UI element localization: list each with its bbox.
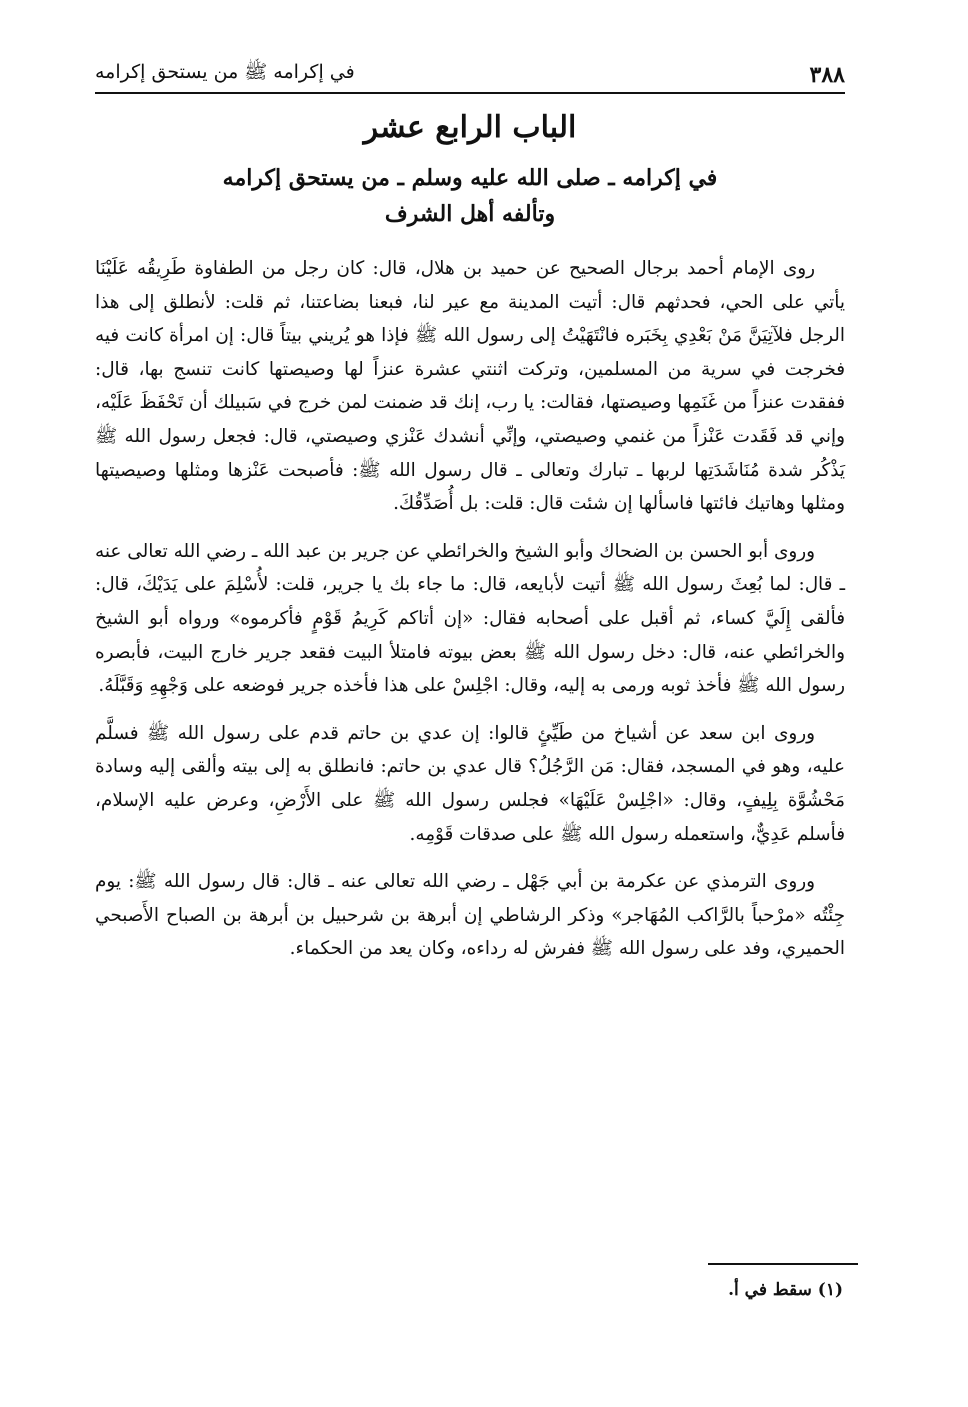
paragraph-1: روى الإمام أحمد برجال الصحيح عن حميد بن هلال، قال: كان رجل من الطفاوة طَرِيقُه عَلَيْنَا يأتي على الحي، فحدثهم قال: أتيت المدينة مع عير لنا، فبعنا بضاعتنا، ثم قلت: لأنطلق إلى هذا الرجل فلآتِيَنَّ مَنْ بَعْدِي بِخَبَره فانْتَهَيْتُ إلى رسول الله ﷺ فإذا هو يُريني بيتاً قال: إن امرأة كانت فيه فخرجت في سرية من المسلمين، وتركت اثنتي عشرة عنزاً لها وصيصتها كانت تنسج بها، قال: ففقدت عنزاً من غَنَمِها وصيصتها، فقالت: يا رب، إنك قد ضمنت لمن خرج في سَبيلك أن تَحْفَظَ عَلَيْه، وإني قد فَقَدت عَنْزاً من غنمي وصيصتي، وإنِّي أنشدك عَنْزي وصيصتي، قال: فجعل رسول الله ﷺ يَذْكُر شدة مُنَاشَدَتِها لربها ـ تبارك وتعالى ـ قال رسول الله ﷺ: فأصبحت عَنْزها ومثلها وصيصيتها ومثلها وهاتيك فائتها فاسألها إن شئت قال: قلت: بل أُصَدِّقُكَ. [95, 258, 845, 515]
running-title: في إكرامه ﷺ من يستحق إكرامه [95, 61, 355, 83]
chapter-subtitle-line-2: وتألفه أهل الشرف [384, 201, 556, 227]
chapter-title: الباب الرابع عشر [363, 110, 577, 145]
paragraph-4: وروى الترمذي عن عكرمة بن أبي جَهْل ـ رضي الله تعالى عنه ـ قال: قال رسول الله ﷺ: يوم جِئْتُه «مرْحباً بالرَّاكب المُهَاجر» وذكر الرشاطي إن أبرهة بن شرحبيل بن أبرهة بن الصباح الأَصبحي الحميري، وفد على رسول الله ﷺ ففرش له رداءه، وكان يعد من الحكماء. [95, 871, 845, 960]
chapter-subtitle [95, 160, 845, 232]
footnote-divider [708, 1263, 858, 1265]
paragraph-2: وروى أبو الحسن بن الضحاك وأبو الشيخ والخرائطي عن جرير بن عبد الله ـ رضي الله تعالى عنه ـ قال: لما بُعِثَ رسول الله ﷺ أتيت لأبايعه، قال: ما جاء بك يا جرير، قلت: لأُسْلِمَ على يَدَيْكَ، قال: فألقى إِلَيَّ كساء، ثم أقبل على أصحابه فقال: «إن أتاكم كَرِيمُ قَوْمٍ فأكرموه» ورواه أبو الشيخ والخرائطي عنه، قال: دخل رسول الله ﷺ بعض بيوته فامتلأ البيت فقعد جرير خارج البيت، فأبصره رسول الله ﷺ فأخذ ثوبه ورمى به إليه، وقال: اجْلِسْ على هذا فأخذه جرير فوضعه على وَجْهِهِ وَقَبَّلَهُ. [95, 540, 845, 697]
page-header [95, 50, 845, 94]
body-text [95, 252, 845, 980]
page-number: ٣٨٨ [809, 62, 845, 88]
chapter-subtitle-line-1: في إكرامه ـ صلى الله عليه وسلم ـ من يستحق إكرامه [222, 165, 718, 191]
footnote: (١) سقط في أ. [728, 1280, 843, 1300]
paragraph-3: وروى ابن سعد عن أشياخ من طَيِّئٍ قالوا: إن عدي بن حاتم قدم على رسول الله ﷺ فسلَّم عليه، وهو في المسجد، فقال: مَن الرَّجُلُ؟ قال عدي بن حاتم: فانطلق به إلى بيته وألقى إليه وسادة مَحْشُوَّة بِلِيفٍ، وقال: «اجْلِسْ عَلَيْهَا» فجلس رسول الله ﷺ على الأَرْضِ، وعرض عليه الإسلام، فأسلم عَدِيٌّ، واستعمله رسول الله ﷺ على صدقات قَوْمِه. [95, 722, 845, 845]
